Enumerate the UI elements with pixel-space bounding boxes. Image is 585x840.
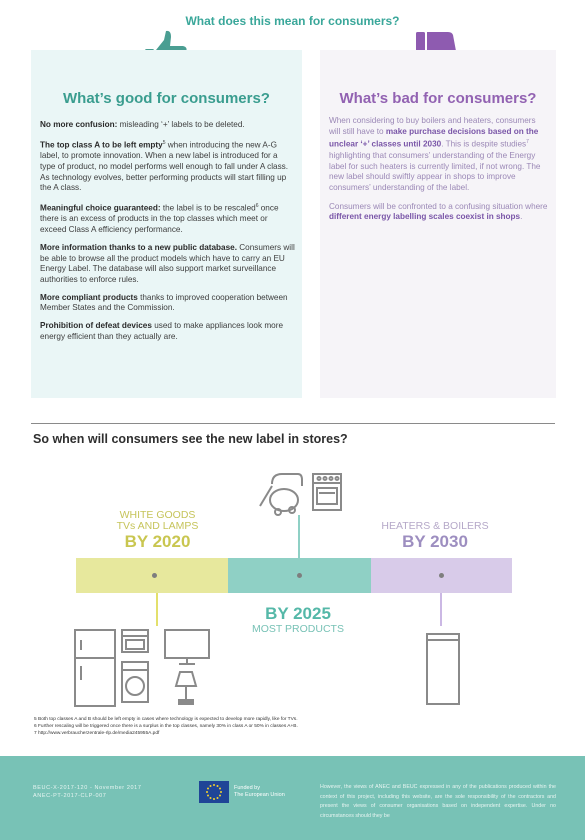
footnote-7[interactable]: 7 http://www.verbraucherzentrale-rlp.de/media245955A.pdf	[34, 731, 160, 737]
footer-reference	[33, 784, 141, 800]
section-divider	[31, 423, 555, 424]
oven-icon	[120, 628, 150, 654]
reference-anec: ANEC-PT-2017-CLP-007	[33, 793, 107, 799]
timeline-segment-2030	[371, 558, 512, 593]
bad-panel-title: What’s bad for consumers?	[339, 90, 537, 107]
good-item-meaningful-choice: Meaningful choice guaranteed: the label is to be rescaled$^6$ once there is an excess of products in the top classes which meet or exceed Class A efficiency performance.	[40, 202, 279, 235]
tv-icon	[163, 628, 211, 666]
fridge-icon	[73, 628, 117, 708]
timeline-dot-2025	[297, 573, 302, 578]
eu-funded-by: Funded by	[234, 785, 260, 791]
year-2025: BY 2025	[265, 604, 331, 623]
timeline-segment-2025	[228, 558, 371, 593]
connector-2020	[156, 593, 158, 626]
page-title: What does this mean for consumers?	[185, 14, 400, 28]
connector-2025	[298, 515, 300, 558]
footnote-5: 5 Both top classes A and B should be left empty in cases where technology is expected to develop more rapidly, like for TVs.	[34, 717, 298, 722]
footer	[0, 756, 585, 840]
timeline-label-2020	[100, 510, 215, 552]
timeline-label-2025	[238, 604, 358, 635]
connector-2030	[440, 593, 442, 626]
good-item-defeat-devices: Prohibition of defeat devices used to make appliances look more energy efficient than they actually are.	[40, 321, 283, 341]
year-2020: BY 2020	[124, 532, 191, 551]
bad-for-consumers-panel	[320, 50, 556, 398]
cooker-icon	[311, 472, 343, 512]
label-most-products: MOST PRODUCTS	[252, 623, 344, 635]
bad-points-text	[329, 116, 549, 231]
timeline-label-2030	[375, 521, 495, 552]
timeline-dot-2030	[439, 573, 444, 578]
vacuum-cleaner-icon	[258, 472, 304, 516]
good-panel-title: What’s good for consumers?	[63, 90, 270, 107]
disclaimer: However, the views of ANEC and BEUC expressed in any of the publications produced within the context of this project, including this website, are the sole responsibility of the contractors and present the views of consumer organisations based on independent expertise. Under no circumstances should they be	[320, 784, 556, 819]
bad-paragraph-boilers: When considering to buy boilers and heaters, consumers will still have to make purchase decisions based on the unclear ‘+’ classes until 2030. This is despite studies$^7$ highlighting that consumers’ understanding of the Energy label for such heaters is currently limited, if not wrong. The new label should swiftly appear in shops to improve consumers’ understanding of the label.	[329, 116, 541, 192]
good-item-no-confusion: No more confusion: misleading ‘+’ labels to be deleted.	[40, 120, 245, 129]
eu-flag-icon	[199, 781, 229, 803]
label-tvs-lamps: TVs AND LAMPS	[116, 520, 199, 532]
good-item-top-class-empty: The top class A to be left empty$^5$ when introducing the new A-G label, to promote innovation. When a new label is introduced for a type of product, no model performs well enough to fall under A class. As technology evolves, better performing products will start filling up the A class.	[40, 139, 289, 193]
good-item-public-database: More information thanks to a new public database. Consumers will be able to browse all the product models which have to carry an EU Energy Label. The database will also support market surveillance authorities to enforce rules.	[40, 242, 295, 284]
good-points-list	[40, 120, 295, 349]
footnotes	[34, 716, 544, 738]
good-for-consumers-panel	[31, 50, 302, 398]
timeline-title: So when will consumers see the new label in stores?	[33, 432, 348, 446]
eu-name: The European Union	[234, 792, 285, 798]
label-heaters-boilers: HEATERS & BOILERS	[381, 520, 489, 532]
reference-beuc: BEUC-X-2017-120 - November 2017	[33, 785, 142, 791]
year-2030: BY 2030	[402, 532, 468, 551]
lamp-icon	[173, 670, 199, 706]
bad-paragraph-confusing-situation: Consumers will be confronted to a confusing situation where different energy labelling scales coexist in shops.	[329, 201, 548, 222]
washing-machine-icon	[120, 660, 150, 704]
label-white-goods: WHITE GOODS	[119, 509, 196, 521]
eu-funding-text	[234, 785, 285, 799]
timeline-dot-2020	[152, 573, 157, 578]
footnote-6: 6 Further rescaling will be triggered once there is a surplus in the top classes, namely 30% in class A or 50% in classes A+B.	[34, 724, 298, 730]
boiler-icon	[425, 632, 461, 706]
timeline-segment-2020	[76, 558, 228, 593]
good-item-compliant-products: More compliant products thanks to improved cooperation between Member States and the Commission.	[40, 292, 288, 313]
